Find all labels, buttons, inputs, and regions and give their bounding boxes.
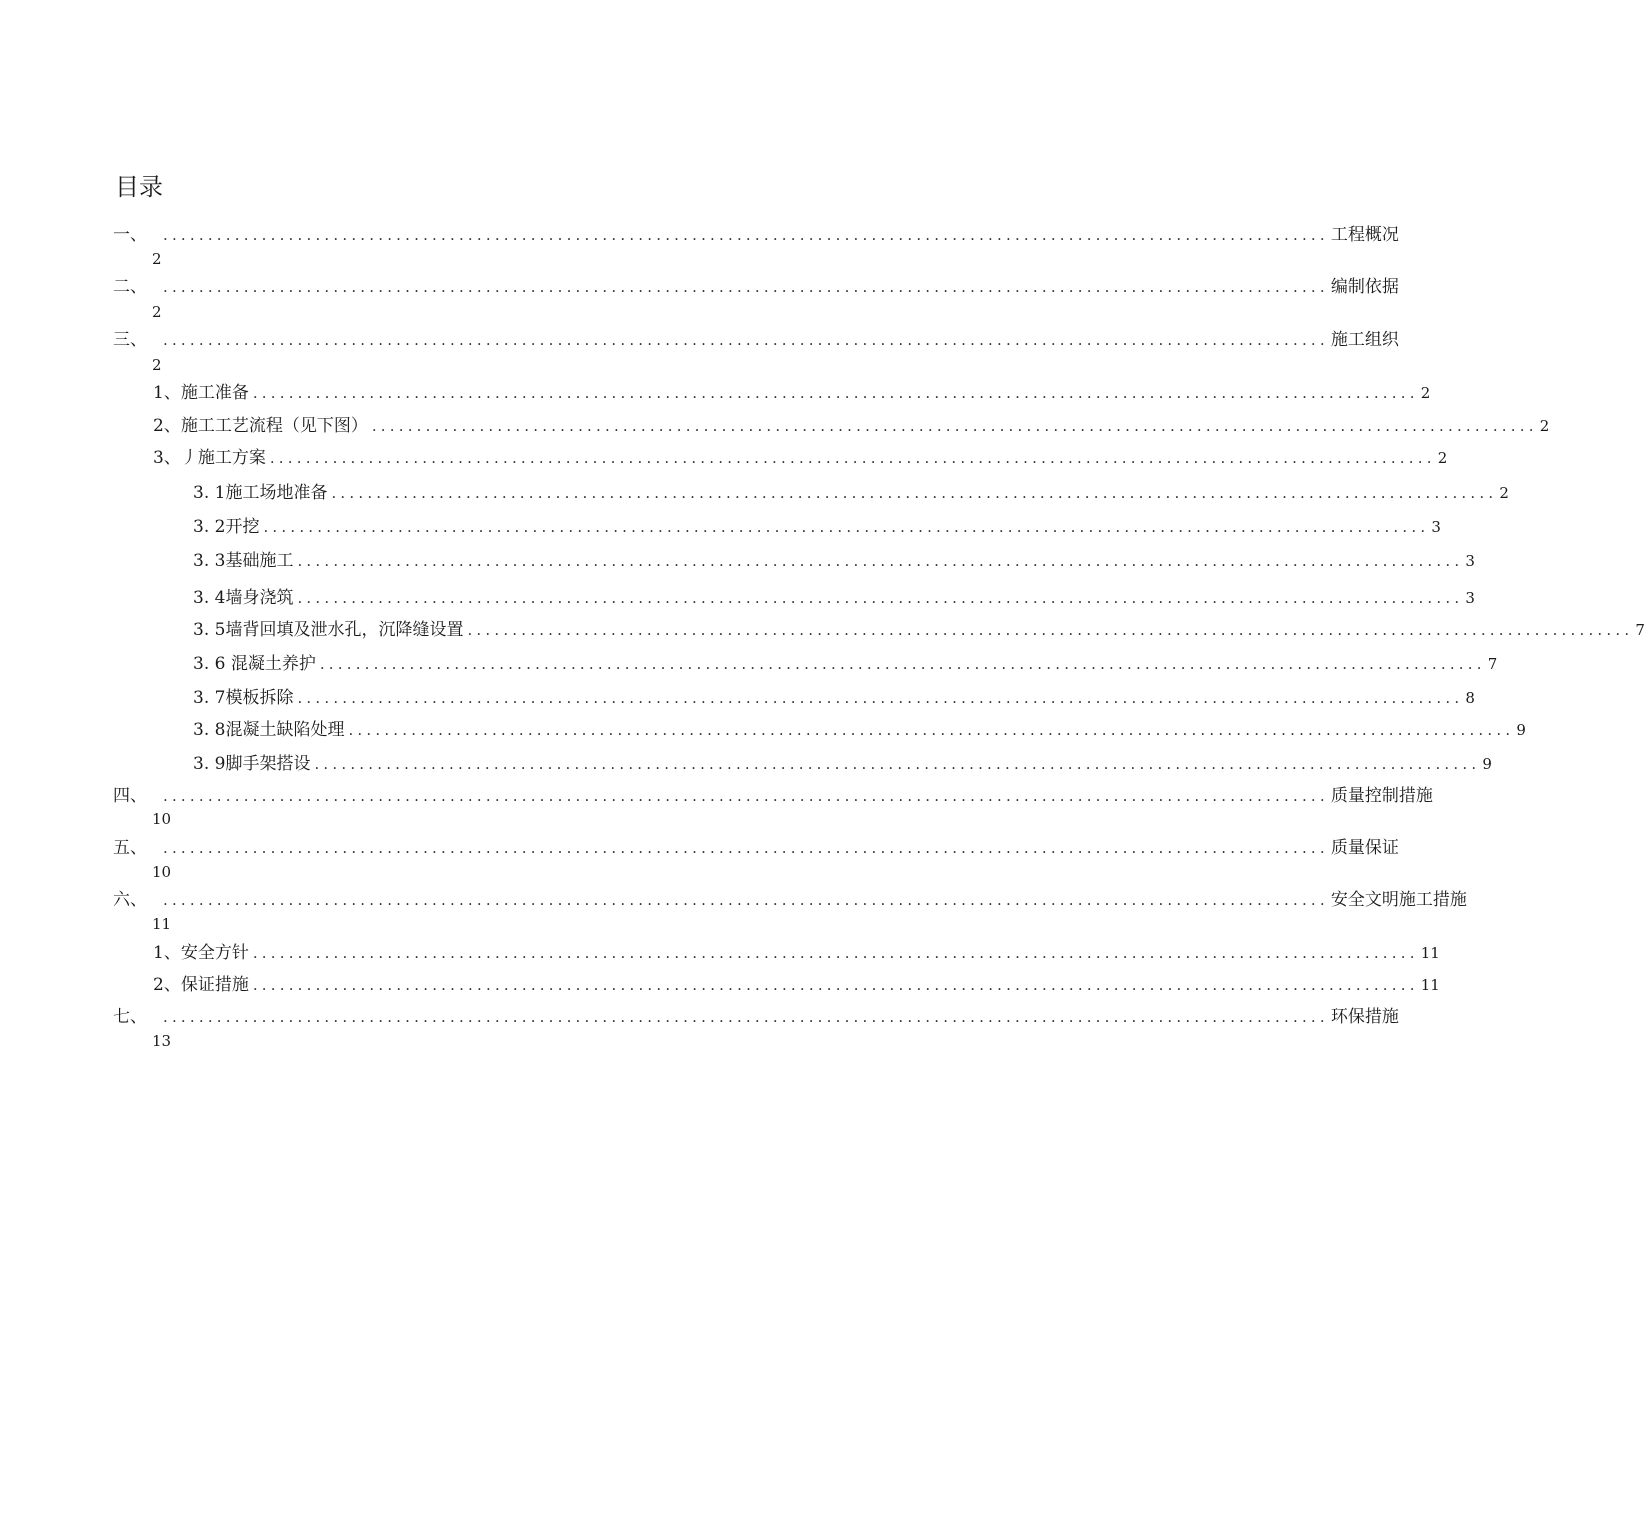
toc-chapter-2[interactable] [113, 274, 1399, 298]
toc-subsection-3-9[interactable] [193, 751, 1492, 775]
toc-chapter-5[interactable] [113, 835, 1399, 859]
chapter-title: 安全文明施工措施 [1330, 890, 1467, 910]
toc-section-3-3[interactable] [153, 445, 1448, 469]
chapter-title: 施工组织 [1330, 330, 1399, 350]
dot-leader: .................................................................................................................................. [314, 755, 1481, 773]
chapter-title: 环保措施 [1330, 1007, 1399, 1027]
dot-leader: .................................................................................................................................. [163, 278, 1329, 296]
chapter-number: 五、 [113, 838, 147, 858]
section-title: 1、安全方针 [153, 943, 249, 963]
subsection-page-number: 8 [1465, 689, 1475, 707]
chapter-number: 七、 [113, 1007, 147, 1027]
dot-leader: .................................................................................................................................. [269, 449, 1436, 467]
toc-subsection-3-1[interactable] [193, 480, 1509, 504]
dot-leader: .................................................................................................................................. [467, 621, 1634, 639]
dot-leader: .................................................................................................................................. [163, 1008, 1329, 1026]
dot-leader: .................................................................................................................................. [297, 589, 1464, 607]
dot-leader: .................................................................................................................................. [252, 944, 1419, 962]
dot-leader: .................................................................................................................................. [252, 976, 1419, 994]
toc-chapter-4[interactable] [113, 783, 1433, 807]
dot-leader: .................................................................................................................................. [252, 384, 1419, 402]
chapter-number: 二、 [113, 277, 147, 297]
subsection-title: 3. 2开挖 [193, 517, 260, 537]
subsection-page-number: 3 [1465, 589, 1475, 607]
toc-subsection-3-7[interactable] [193, 685, 1475, 709]
subsection-page-number: 9 [1516, 721, 1526, 739]
toc-section-6-2[interactable] [153, 972, 1440, 996]
subsection-page-number: 3 [1431, 518, 1441, 536]
section-page-number: 11 [1420, 944, 1440, 962]
dot-leader: .................................................................................................................................. [371, 417, 1538, 435]
subsection-title: 3. 4墙身浇筑 [193, 588, 294, 608]
toc-subsection-3-6[interactable] [193, 651, 1498, 675]
subsection-title: 3. 7模板拆除 [193, 688, 294, 708]
section-title: 3、丿施工方案 [153, 448, 266, 468]
toc-chapter-1[interactable] [113, 222, 1399, 246]
chapter-page-number: 11 [152, 915, 172, 933]
toc-subsection-3-5[interactable] [193, 617, 1645, 641]
subsection-page-number: 7 [1487, 655, 1498, 673]
section-page-number: 2 [1420, 384, 1431, 402]
dot-leader: .................................................................................................................................. [319, 655, 1486, 673]
chapter-page-number: 10 [152, 810, 172, 828]
toc-chapter-7[interactable] [113, 1004, 1399, 1028]
dot-leader: .................................................................................................................................. [348, 721, 1515, 739]
chapter-page-number: 2 [152, 303, 162, 321]
section-page-number: 2 [1539, 417, 1550, 435]
toc-chapter-6[interactable] [113, 887, 1467, 911]
section-page-number: 2 [1437, 449, 1448, 467]
toc-subsection-3-4[interactable] [193, 585, 1475, 609]
chapter-title: 工程概况 [1330, 225, 1399, 245]
toc-section-3-2[interactable] [153, 413, 1550, 437]
dot-leader: .................................................................................................................................. [297, 552, 1464, 570]
toc-subsection-3-8[interactable] [193, 717, 1526, 741]
subsection-title: 3. 3基础施工 [193, 551, 294, 571]
section-title: 2、施工工艺流程（见下图） [153, 416, 368, 436]
chapter-number: 三、 [113, 330, 147, 350]
chapter-page-number: 10 [152, 863, 172, 881]
subsection-page-number: 2 [1499, 484, 1509, 502]
chapter-page-number: 13 [152, 1032, 172, 1050]
chapter-page-number: 2 [152, 356, 162, 374]
chapter-title: 编制依据 [1330, 277, 1399, 297]
toc-chapter-3[interactable] [113, 327, 1399, 351]
subsection-page-number: 7 [1635, 621, 1645, 639]
toc-subsection-3-2[interactable] [193, 514, 1441, 538]
toc-section-6-1[interactable] [153, 940, 1440, 964]
dot-leader: .................................................................................................................................. [297, 689, 1464, 707]
subsection-title: 3. 5墙背回填及泄水孔，沉降缝设置 [193, 620, 464, 640]
section-title: 1、施工准备 [153, 383, 249, 403]
section-page-number: 11 [1420, 976, 1440, 994]
chapter-title: 质量保证 [1330, 838, 1399, 858]
chapter-page-number: 2 [152, 250, 162, 268]
chapter-number: 一、 [113, 225, 147, 245]
subsection-title: 3. 8混凝土缺陷处理 [193, 720, 345, 740]
chapter-number: 四、 [113, 786, 147, 806]
subsection-title: 3. 1施工场地准备 [193, 483, 328, 503]
subsection-page-number: 3 [1465, 552, 1475, 570]
dot-leader: .................................................................................................................................. [331, 484, 1498, 502]
subsection-title: 3. 6 混凝土养护 [193, 654, 316, 674]
toc-title: 目录 [115, 173, 163, 201]
chapter-title: 质量控制措施 [1330, 786, 1433, 806]
dot-leader: .................................................................................................................................. [263, 518, 1430, 536]
toc-subsection-3-3[interactable] [193, 548, 1475, 572]
dot-leader: .................................................................................................................................. [163, 891, 1329, 909]
toc-section-3-1[interactable] [153, 380, 1431, 404]
chapter-number: 六、 [113, 890, 147, 910]
dot-leader: .................................................................................................................................. [163, 226, 1329, 244]
dot-leader: .................................................................................................................................. [163, 331, 1329, 349]
dot-leader: .................................................................................................................................. [163, 839, 1329, 857]
subsection-title: 3. 9脚手架搭设 [193, 754, 311, 774]
subsection-page-number: 9 [1482, 755, 1492, 773]
section-title: 2、保证措施 [153, 975, 249, 995]
dot-leader: .................................................................................................................................. [163, 787, 1329, 805]
